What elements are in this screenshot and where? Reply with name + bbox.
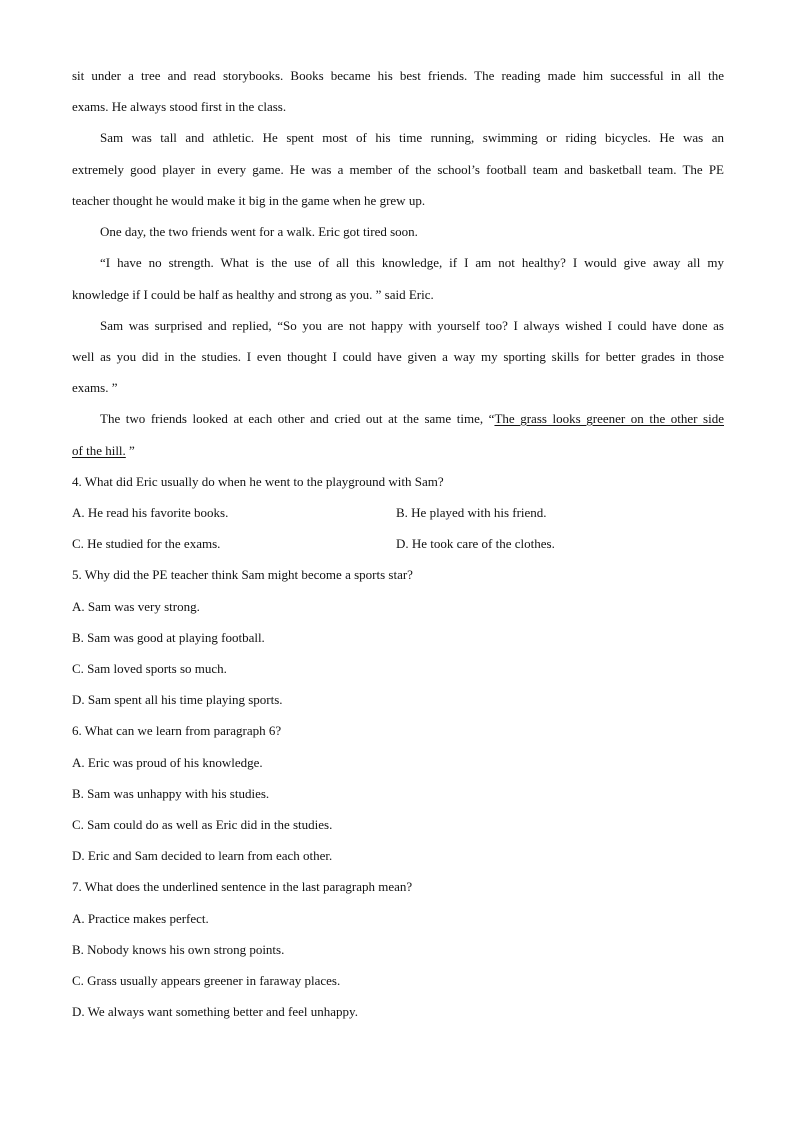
q5-option-c: C. Sam loved sports so much. — [72, 661, 227, 676]
passage-p1-line-2: exams. He always stood first in the class. — [72, 99, 287, 114]
q4-options-row-2 — [72, 536, 724, 552]
q4-option-b: B. He played with his friend. — [396, 505, 547, 520]
passage-p6-line-1 — [100, 411, 724, 427]
q6-option-a: A. Eric was proud of his knowledge. — [72, 755, 263, 770]
q7-option-d: D. We always want something better and feel unhappy. — [72, 1004, 358, 1019]
q4-stem: 4. What did Eric usually do when he went to the playground with Sam? — [72, 474, 444, 489]
q7-option-a: A. Practice makes perfect. — [72, 911, 209, 926]
q7-stem: 7. What does the underlined sentence in the last paragraph mean? — [72, 879, 413, 894]
q5-option-a: A. Sam was very strong. — [72, 599, 200, 614]
p6-line2-suffix: ” — [125, 443, 135, 458]
passage-p1-line-1: sit under a tree and read storybooks. Books became his best friends. The reading made him successful in all the — [72, 68, 724, 83]
q5-stem: 5. Why did the PE teacher think Sam might become a sports star? — [72, 567, 413, 582]
passage-p3-line-1: One day, the two friends went for a walk. Eric got tired soon. — [100, 224, 418, 239]
q4-option-c: C. He studied for the exams. — [72, 536, 221, 551]
q5-option-b: B. Sam was good at playing football. — [72, 630, 265, 645]
q6-option-c: C. Sam could do as well as Eric did in the studies. — [72, 817, 333, 832]
q4-option-a: A. He read his favorite books. — [72, 505, 229, 520]
q7-option-b: B. Nobody knows his own strong points. — [72, 942, 285, 957]
q6-stem: 6. What can we learn from paragraph 6? — [72, 723, 282, 738]
passage-p4-line-2: knowledge if I could be half as healthy and strong as you. ” said Eric. — [72, 287, 434, 302]
passage-p4-line-1: “I have no strength. What is the use of all this knowledge, if I am not healthy? I would give away all my — [100, 255, 724, 270]
passage-p6-line-2 — [72, 443, 724, 459]
q6-option-d: D. Eric and Sam decided to learn from each other. — [72, 848, 333, 863]
passage-p2-line-2: extremely good player in every game. He was a member of the school’s football team and basketball team. The PE — [72, 162, 724, 177]
p6-line1-prefix: The two friends looked at each other and cried out at the same time, “ — [100, 411, 495, 426]
q5-option-d: D. Sam spent all his time playing sports. — [72, 692, 283, 707]
q7-option-c: C. Grass usually appears greener in faraway places. — [72, 973, 341, 988]
underlined-sentence-part-2: of the hill. — [72, 443, 126, 458]
passage-p5-line-1: Sam was surprised and replied, “So you are not happy with yourself too? I always wished I could have done as — [100, 318, 724, 333]
underlined-sentence-part-1: The grass looks greener on the other side — [494, 411, 724, 426]
q4-option-d: D. He took care of the clothes. — [396, 536, 555, 551]
passage-p5-line-3: exams. ” — [72, 380, 118, 395]
passage-p2-line-3: teacher thought he would make it big in the game when he grew up. — [72, 193, 426, 208]
q6-option-b: B. Sam was unhappy with his studies. — [72, 786, 270, 801]
passage-p5-line-2: well as you did in the studies. I even thought I could have given a way my sporting skills for better grades in those — [72, 349, 724, 364]
passage-p2-line-1: Sam was tall and athletic. He spent most of his time running, swimming or riding bicycles. He was an — [100, 130, 724, 145]
q4-options-row-1 — [72, 505, 724, 521]
